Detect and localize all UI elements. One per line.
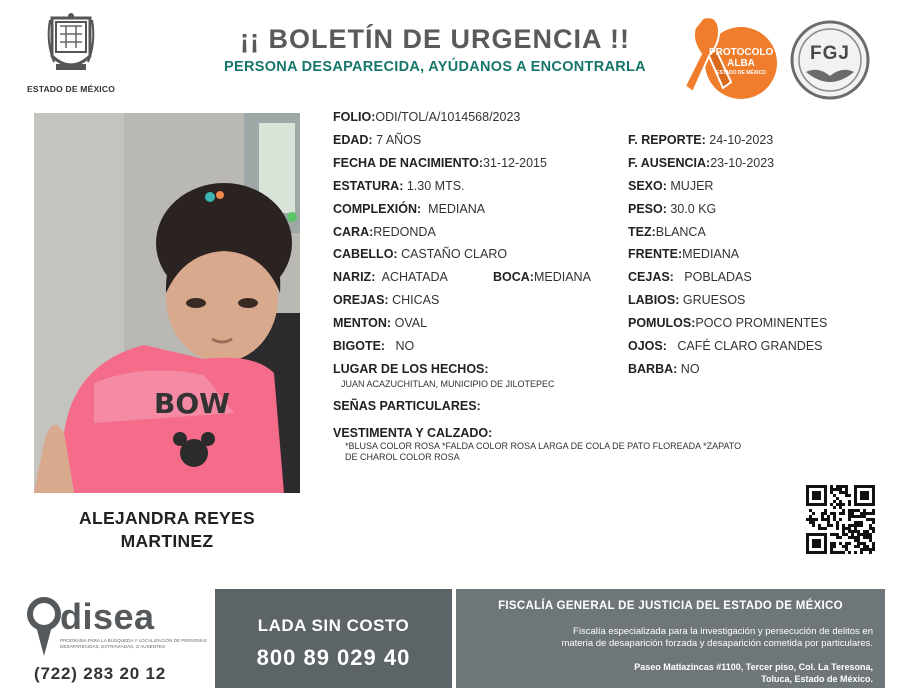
fgj-text: FGJ: [810, 43, 850, 64]
nacimiento-label: FECHA DE NACIMIENTO:: [333, 156, 483, 170]
cara-label: CARA:: [333, 225, 374, 239]
field-boca: [493, 270, 591, 284]
edad-label: EDAD:: [333, 133, 373, 147]
boca-label: BOCA:: [493, 270, 534, 284]
field-lugar: [333, 362, 489, 376]
field-estatura: [333, 179, 465, 193]
field-edad: [333, 133, 421, 147]
field-cara: [333, 225, 436, 239]
lugar-label: LUGAR DE LOS HECHOS:: [333, 362, 489, 376]
senas-label: SEÑAS PARTICULARES:: [333, 399, 481, 413]
person-name-line1: ALEJANDRA REYES: [79, 508, 255, 528]
edomex-logo: [16, 12, 126, 94]
field-bigote: [333, 339, 414, 353]
alba-line1: PROTOCOLO: [709, 47, 774, 58]
person-name-line2: MARTINEZ: [120, 530, 214, 551]
complexion-label: COMPLEXIÓN:: [333, 202, 422, 216]
svg-text:BOW: BOW: [154, 387, 231, 420]
field-ojos: [628, 339, 823, 353]
field-pomulos: [628, 316, 827, 330]
barba-value: NO: [680, 362, 700, 376]
field-cabello: [333, 247, 507, 261]
tez-label: TEZ:: [628, 225, 656, 239]
labios-value: GRUESOS: [682, 293, 746, 307]
nariz-value: ACHATADA: [381, 270, 448, 284]
field-barba: [628, 362, 700, 376]
frente-label: FRENTE:: [628, 247, 683, 261]
ojos-value: CAFÉ CLARO GRANDES: [677, 339, 823, 353]
lugar-value: JUAN ACAZUCHITLAN, MUNICIPIO DE JILOTEPEC: [341, 379, 555, 389]
qr-code[interactable]: [806, 485, 875, 554]
alba-text: [709, 48, 773, 76]
cara-value: REDONDA: [373, 225, 436, 239]
field-senas: [333, 399, 481, 413]
folio-label: FOLIO:: [333, 110, 376, 124]
qr-code-icon: [806, 485, 875, 554]
field-menton: [333, 316, 427, 330]
toll-free-title: LADA SIN COSTO: [257, 616, 410, 635]
edad-value: 7 AÑOS: [376, 133, 422, 147]
fgj-seal: [790, 20, 870, 100]
reporte-value: 24-10-2023: [709, 133, 774, 147]
fiscalia-description-line1: Fiscalía especializada para la investigación y persecución de delitos en: [573, 626, 873, 637]
labios-label: LABIOS:: [628, 293, 680, 307]
ausencia-value: 23-10-2023: [710, 156, 775, 170]
vestimenta-value: [345, 441, 741, 464]
tez-value: BLANCA: [655, 225, 706, 239]
field-frente: [628, 247, 739, 261]
bigote-label: BIGOTE:: [333, 339, 386, 353]
cabello-value: CASTAÑO CLARO: [401, 247, 508, 261]
menton-label: MENTON:: [333, 316, 392, 330]
bulletin-subtitle: PERSONA DESAPARECIDA, AYÚDANOS A ENCONTRARLA: [224, 59, 646, 75]
ausencia-label: F. AUSENCIA:: [628, 156, 711, 170]
cabello-label: CABELLO:: [333, 247, 398, 261]
fiscalia-panel: [456, 589, 885, 688]
field-sexo: [628, 179, 713, 193]
coat-of-arms-icon: [42, 12, 100, 78]
alba-line3: ESTADO DE MÉXICO: [716, 70, 766, 76]
odisea-description: PROGRAMA PARA LA BÚSQUEDA Y LOCALIZACIÓN DE PERSONAS DESAPARECIDAS, EXTRAVIADAS, O AUSENTES: [60, 638, 207, 649]
vestimenta-line2: DE CHAROL COLOR ROSA: [345, 452, 460, 463]
fiscalia-address-line1: Paseo Matlazincas #1100, Tercer piso, Col. La Teresona,: [634, 662, 873, 672]
bulletin-title: ¡¡ BOLETÍN DE URGENCIA !!: [240, 24, 630, 54]
field-cejas: [628, 270, 752, 284]
field-labios: [628, 293, 745, 307]
bigote-value: NO: [395, 339, 415, 353]
fiscalia-address: [463, 662, 873, 685]
reporte-label: F. REPORTE:: [628, 133, 706, 147]
cejas-label: CEJAS:: [628, 270, 674, 284]
orejas-value: CHICAS: [392, 293, 440, 307]
barba-label: BARBA:: [628, 362, 678, 376]
protocolo-alba-logo: [683, 16, 779, 100]
field-nariz: [333, 270, 448, 284]
cejas-value: POBLADAS: [684, 270, 752, 284]
vestimenta-label: VESTIMENTA Y CALZADO:: [333, 426, 493, 440]
missing-person-photo: [34, 113, 300, 493]
estatura-label: ESTATURA:: [333, 179, 404, 193]
person-name: [34, 507, 300, 553]
toll-free-number[interactable]: 800 89 029 40: [256, 645, 411, 670]
nacimiento-value: 31-12-2015: [483, 156, 547, 170]
fiscalia-title: FISCALÍA GENERAL DE JUSTICIA DEL ESTADO DE MÉXICO: [498, 600, 843, 612]
field-tez: [628, 225, 706, 239]
contact-phone[interactable]: (722) 283 20 12: [34, 664, 167, 683]
field-orejas: [333, 293, 439, 307]
orejas-label: OREJAS:: [333, 293, 389, 307]
estatura-value: 1.30 MTS.: [406, 179, 465, 193]
peso-label: PESO:: [628, 202, 667, 216]
sexo-label: SEXO:: [628, 179, 667, 193]
pomulos-value: POCO PROMINENTES: [695, 316, 828, 330]
field-nacimiento: [333, 156, 547, 170]
field-reporte: [628, 133, 773, 147]
vestimenta-line1: *BLUSA COLOR ROSA *FALDA COLOR ROSA LARGA DE COLA DE PATO FLOREADA *ZAPATO: [345, 441, 742, 451]
fiscalia-address-line2: Toluca, Estado de México.: [761, 673, 873, 684]
field-peso: [628, 202, 716, 216]
sexo-value: MUJER: [670, 179, 714, 193]
fiscalia-description: [463, 626, 873, 651]
peso-value: 30.0 KG: [670, 202, 717, 216]
field-folio: [333, 110, 520, 124]
menton-value: OVAL: [394, 316, 428, 330]
header-title-block: [195, 24, 675, 75]
field-vestimenta: [333, 426, 492, 440]
state-label: ESTADO DE MÉXICO: [26, 84, 116, 94]
nariz-label: NARIZ:: [333, 270, 376, 284]
odisea-pin-icon: [26, 596, 62, 658]
ojos-label: OJOS:: [628, 339, 667, 353]
field-complexion: [333, 202, 485, 216]
pomulos-label: POMULOS:: [628, 316, 696, 330]
fiscalia-description-line2: materia de desaparición forzada y desaparición cometida por particulares.: [561, 638, 873, 650]
frente-value: MEDIANA: [682, 247, 740, 261]
field-ausencia: [628, 156, 774, 170]
toll-free-panel: [215, 589, 452, 688]
odisea-wordmark: disea: [60, 596, 155, 637]
folio-value: ODI/TOL/A/1014568/2023: [375, 110, 521, 124]
alba-line2: ALBA: [727, 57, 755, 69]
complexion-value: MEDIANA: [428, 202, 486, 216]
boca-value: MEDIANA: [533, 270, 591, 284]
